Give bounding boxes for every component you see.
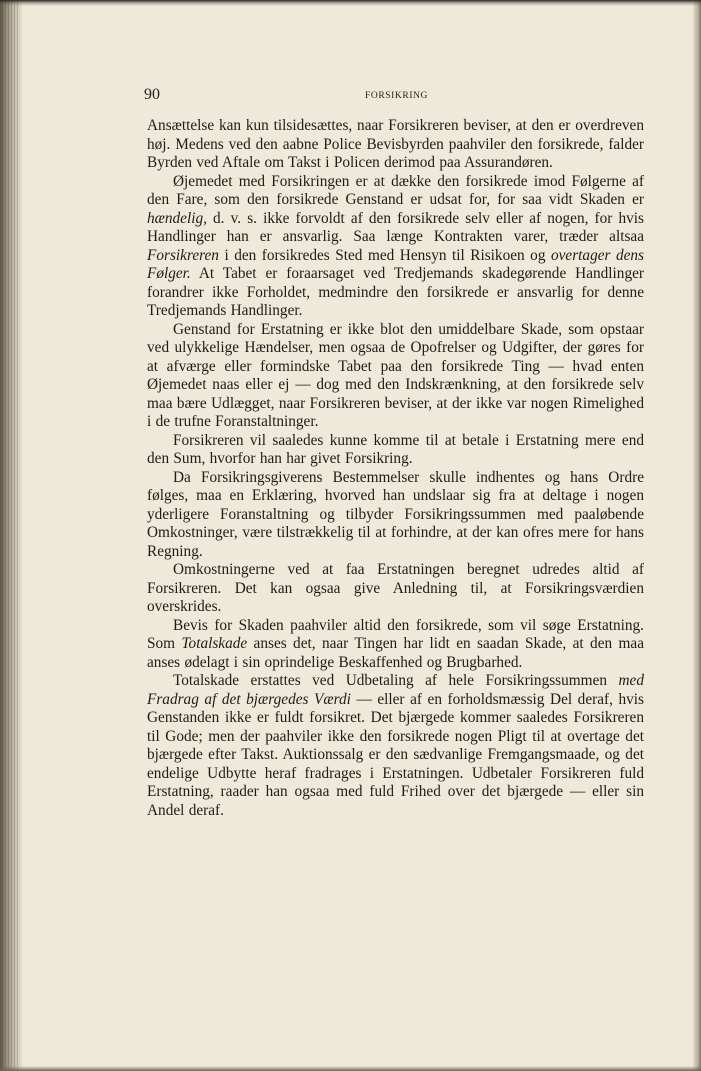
paragraph — [147, 617, 644, 673]
text-run: Genstand for Erstatning er ikke blot den umiddelbare Skade, som opstaar ved ulykkelige Hændelser, men ogsaa de Opofrelser og Udgifter, der gøres for at afværge eller formindske Tabet paa den forsikrede Ting — hvad enten Øjemedet naas eller ej — dog med den Indskrænkning, at den forsikrede selv maa bære Udlægget, naar Forsikreren beviser, at der ikke var nogen Rimelighed i de trufne Foranstaltninger. — [147, 320, 644, 430]
text-run: Øjemedet med Forsikringen er at dække den forsikrede imod Følgerne af den Fare, som den forsikrede Genstand er udsat for, for saa vidt Skaden er — [147, 172, 644, 208]
page-right-edge — [693, 0, 701, 1071]
italic-text: Totalskade — [181, 635, 248, 652]
text-run: At Tabet er foraarsaget ved Tredjemands skadegørende Handlinger forandrer ikke Forholdet, medmindre den forsikrede er ansvarlig for denne Tredjemands Handlinger. — [147, 265, 644, 319]
paragraph — [147, 173, 644, 321]
text-run: d. v. s. ikke forvoldt af den forsikrede selv eller af nogen, for hvis Handlinger han er ansvarlig. Saa længe Kontrakten varer, træder altsaa — [147, 209, 644, 245]
page-number: 90 — [144, 86, 160, 103]
page-bottom-edge — [0, 1066, 701, 1071]
paragraph — [147, 561, 644, 617]
text-run: Da Forsikringsgiverens Bestemmelser skulle indhentes og hans Ordre følges, maa en Erklæring, hvorved han undslaar sig fra at deltage i nogen yderligere Foranstaltning og tilbyder Forsikringssummen med paaløbende Omkostninger, være tilstrækkelig til at forhindre, at der kan ofres mere for hans Regning. — [147, 468, 644, 560]
text-run: Omkostningerne ved at faa Erstatningen beregnet udredes altid af Forsikreren. Det kan ogsaa give Anledning til, at Forsikringsværdien overskrides. — [147, 561, 644, 615]
page-stack-edges — [2, 0, 18, 1071]
paragraph — [147, 321, 644, 432]
text-run: Ansættelse kan kun tilsidesættes, naar Forsikreren beviser, at den er overdreven høj. Medens ved den aabne Police Bevisbyrden paahviler den forsikrede, falder Byrden ved Aftale om Takst i Policen derimod paa Assurandøren. — [147, 117, 644, 171]
text-run: — eller af en forholdsmæssig Del deraf, hvis Genstanden ikke er fuldt forsikret. Det bjærgede kommer saaledes Forsikreren til Gode; men der paahviler ikke den forsikrede nogen Pligt til at overtage det bjærgede efter Takst. Auktionssalg er den sædvanlige Fremgangsmaade, og det endelige Udbytte heraf fradrages i Erstatningen. Udbetaler Forsikreren fuld Erstatning, raader han ogsaa med fuld Frihed over det bjærgede — eller sin Andel deraf. — [147, 690, 645, 819]
italic-text: med Fradrag af det bjærgedes Værdi — [147, 672, 644, 708]
paragraph — [147, 469, 644, 562]
body-text — [147, 117, 644, 820]
paragraph — [147, 432, 644, 469]
text-run: Bevis for Skaden paahviler altid den forsikrede, som vil søge Erstatning. Som — [147, 616, 644, 652]
italic-text: hændelig, — [147, 209, 207, 227]
italic-text: Forsikreren — [147, 246, 219, 264]
paragraph — [147, 672, 644, 820]
paragraph — [147, 117, 644, 173]
text-run: i den forsikredes Sted med Hensyn til Risikoen og — [218, 246, 551, 264]
text-run: Forsikreren vil saaledes kunne komme til at betale i Erstatning mere end den Sum, hvorfor han har givet Forsikring. — [147, 431, 644, 467]
text-run: Totalskade erstattes ved Udbetaling af hele Forsikringssummen — [173, 672, 619, 689]
running-title: FORSIKRING — [365, 91, 429, 101]
text-run: anses det, naar Tingen har lidt en saadan Skade, at den maa anses ødelagt i sin oprindelige Beskaffenhed og Brugbarhed. — [147, 635, 644, 671]
page-top-shadow — [0, 0, 701, 6]
italic-text: overtager dens Følger. — [147, 246, 644, 282]
